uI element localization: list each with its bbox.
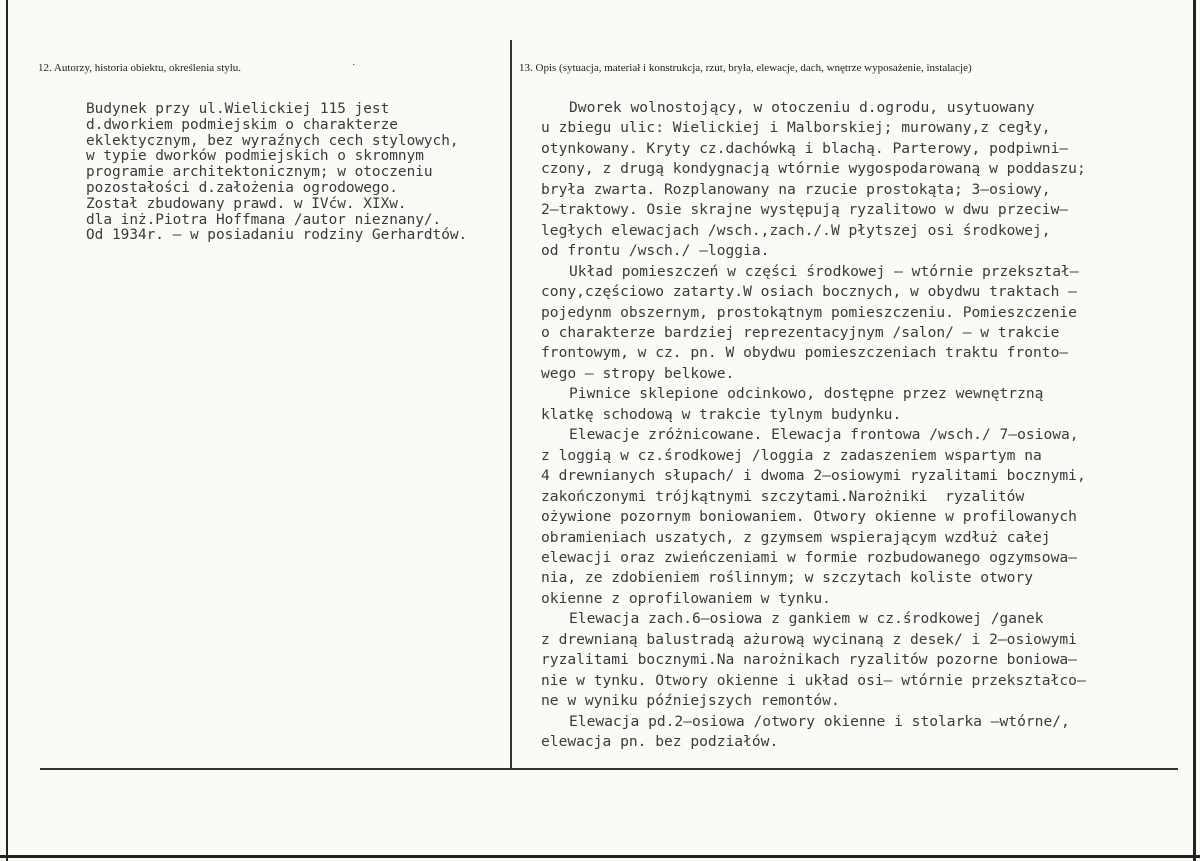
text-line: u zbiegu ulic: Wielickiej i Malborskiej; murowany,z cegły, [541,119,1051,137]
text-line: 4 drewnianych słupach/ i dwoma 2–osiowymi ryzalitami bocznymi, [541,467,1086,485]
text-line: otynkowany. Kryty cz.dachówką i blachą. Parterowy, podpiwni– [541,139,1069,157]
text-line: ożywione pozornym boniowaniem. Otwory okienne w profilowanych [541,508,1077,526]
text-line: Elewacja zach.6–osiowa z gankiem w cz.środkowej /ganek [569,610,1044,628]
history-text [86,102,467,244]
text-line: ne w wyniku późniejszych remontów. [541,692,840,710]
text-line: czony, z drugą kondygnacją wtórnie wygospodarowaną w poddaszu; [541,160,1086,178]
text-line: o charakterze bardziej reprezentacyjnym /salon/ – w trakcie [541,323,1060,341]
text-line: klatkę schodową w trakcie tylnym budynku. [541,405,902,423]
text-line: frontowym, w cz. pn. W obydwu pomieszczeniach traktu fronto– [541,344,1069,362]
text-line: dla inż.Piotra Hoffmana /autor nieznany/. [86,211,442,228]
text-line: zakończonymi trójkątnymi szczytami.Narożniki ryzalitów [541,487,1025,505]
text-line: wego – stropy belkowe. [541,364,735,382]
text-line: elewacja pn. bez podziałów. [541,733,779,751]
text-line: Układ pomieszczeń w części środkowej – wtórnie przekształ– [569,262,1079,280]
text-line: okienne z oprofilowaniem w tynku. [541,589,831,607]
text-line: Elewacje zróżnicowane. Elewacja frontowa /wsch./ 7–osiowa, [569,426,1079,444]
text-line: cony,częściowo zatarty.W osiach bocznych, w obydwu traktach – [541,283,1077,301]
text-line: d.dworkiem podmiejskim o charakterze [86,116,398,133]
text-line: obramieniach uszatych, z gzymsem wspierającym wzdłuż całej [541,528,1051,546]
text-line: Elewacja pd.2–osiowa /otwory okienne i stolarka –wtórne/, [569,712,1070,730]
column-divider [510,40,512,770]
text-line: Dworek wolnostojący, w otoczeniu d.ogrodu, usytuowany [569,99,1035,116]
text-line: 2–traktowy. Osie skrajne występują ryzalitowo w dwu przeciw– [541,201,1069,219]
text-line: ległych elewacjach /wsch.,zach./.W płytszej osi środkowej, [541,221,1051,239]
text-line: pozostałości d.założenia ogrodowego. [86,179,398,196]
page-border-right [1193,0,1196,861]
section-12-header: 12. Autorzy, historia obiektu, określenia stylu. [38,62,242,74]
text-line: Piwnice sklepione odcinkowo, dostępne przez wewnętrzną [569,385,1044,403]
description-text [541,98,1086,753]
bottom-rule [40,768,1178,770]
text-line: ryzalitami bocznymi.Na narożnikach ryzalitów pozorne boniowa– [541,651,1077,669]
text-line: nia, ze zdobieniem roślinnym; w szczytach koliste otwory [541,569,1034,587]
text-line: Został zbudowany prawd. w IVćw. XIXw. [86,195,407,212]
text-line: Budynek przy ul.Wielickiej 115 jest [86,101,390,117]
text-line: nie w tynku. Otwory okienne i układ osi– wtórnie przekształco– [541,671,1086,689]
page-border-bottom [0,855,1200,858]
text-line: eklektycznym, bez wyraźnych cech stylowych, [86,132,459,149]
text-line: elewacji oraz zwieńczeniami w formie rozbudowanego ogzymsowa– [541,548,1077,566]
header-mark: · [352,60,356,71]
text-line: z drewnianą balustradą ażurową wycinaną z desek/ i 2–osiowymi [541,630,1077,648]
page-border-left [6,0,8,861]
text-line: pojedynm obszernym, prostokątnym pomieszczeniu. Pomieszczenie [541,303,1077,321]
text-line: bryła zwarta. Rozplanowany na rzucie prostokąta; 3–osiowy, [541,180,1051,198]
text-line: w typie dworków podmiejskich o skromnym [86,148,424,165]
section-13-header: 13. Opis (sytuacja, materiał i konstrukcja, rzut, bryła, elewacje, dach, wnętrze wyposażenie, instalacje) [519,62,972,74]
text-line: od frontu /wsch./ –loggia. [541,242,770,260]
text-line: programie architektonicznym; w otoczeniu [86,164,433,181]
text-line: Od 1934r. – w posiadaniu rodziny Gerhardtów. [86,227,468,244]
text-line: z loggią w cz.środkowej /loggia z zadaszeniem wspartym na [541,446,1042,464]
